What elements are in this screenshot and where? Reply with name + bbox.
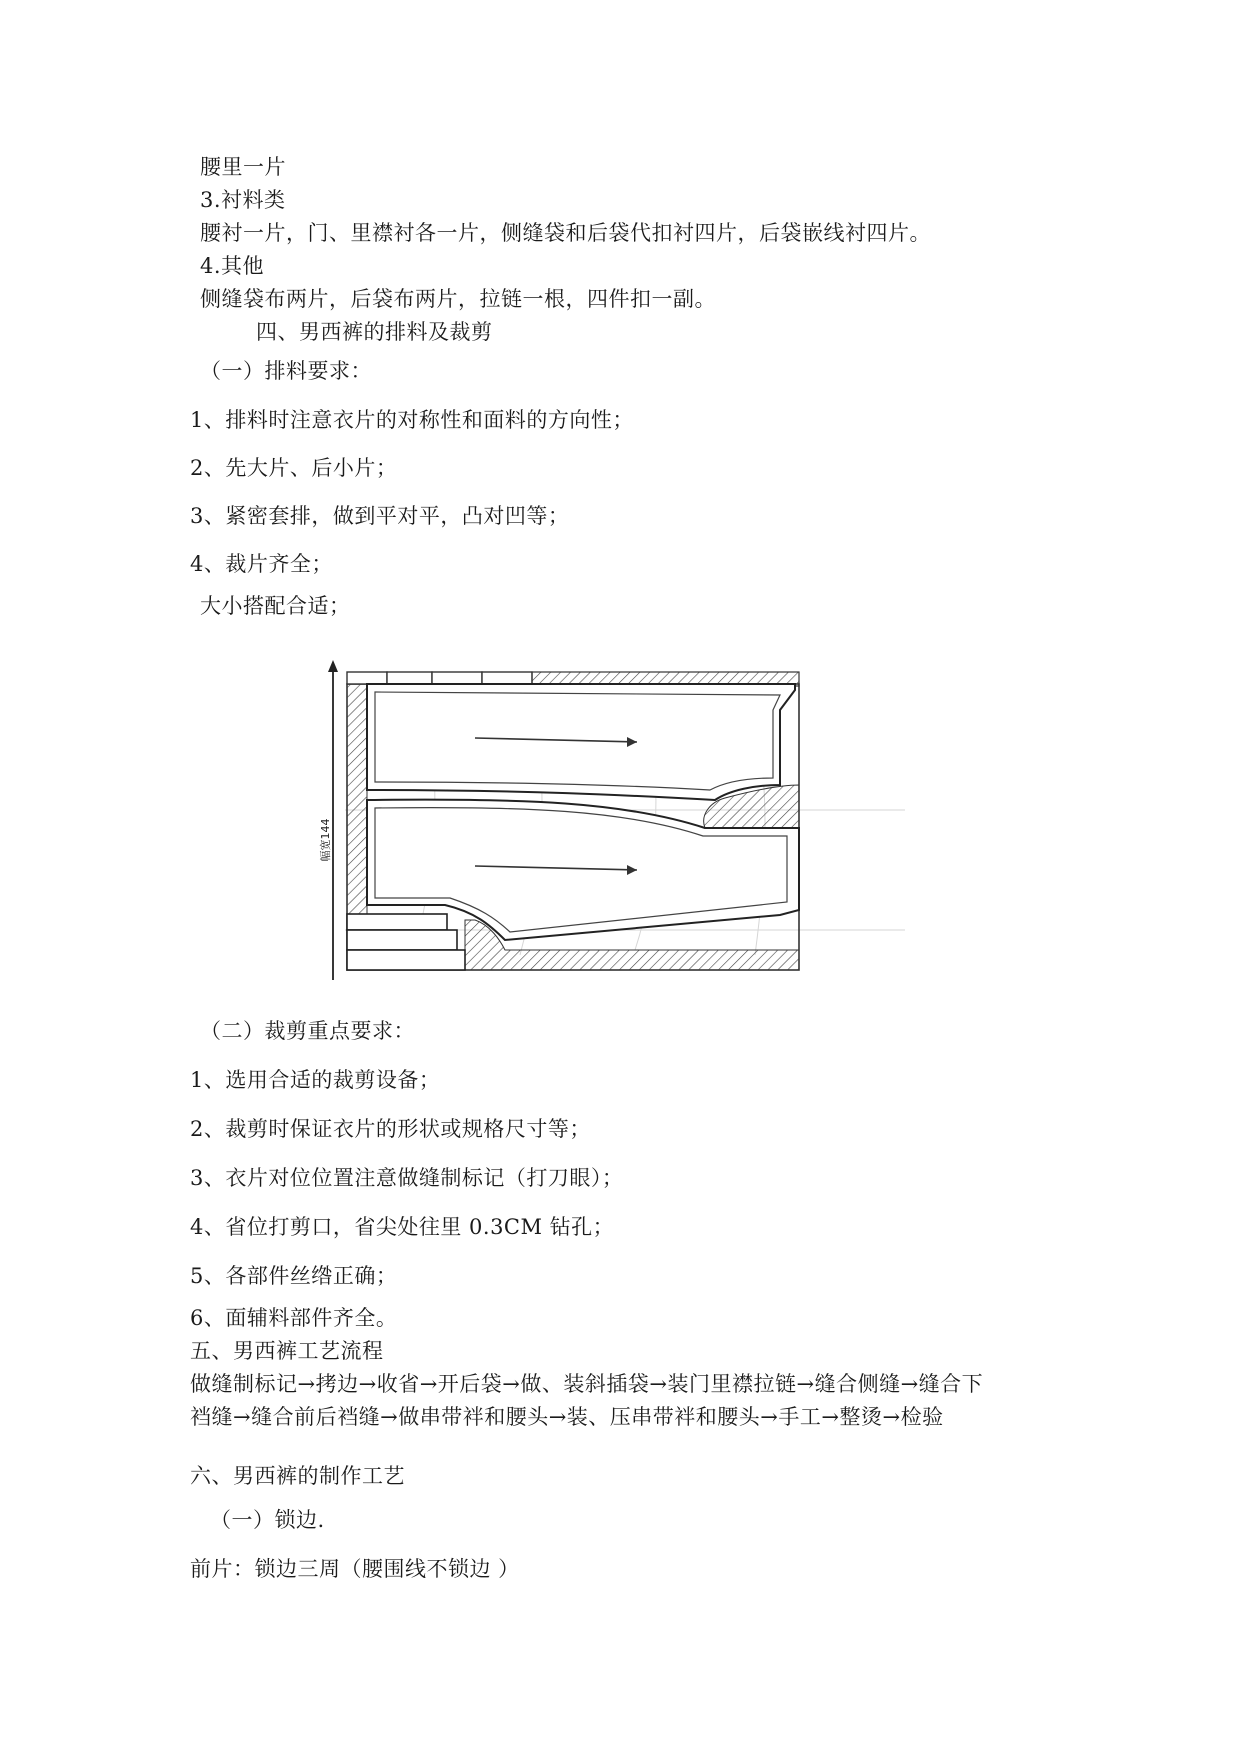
list-item: 4、裁片齐全；	[190, 552, 333, 576]
text-line: 腰里一片	[200, 155, 286, 179]
list-item: 4、省位打剪口，省尖处往里 0.3CM 钻孔；	[190, 1215, 615, 1239]
process-flow-line: 做缝制标记→拷边→收省→开后袋→做、装斜插袋→装门里襟拉链→缝合侧缝→缝合下	[190, 1372, 984, 1396]
list-item: 3、衣片对位位置注意做缝制标记（打刀眼）；	[190, 1166, 624, 1190]
subsection-heading: （二）裁剪重点要求：	[200, 1019, 415, 1043]
text-line: 侧缝袋布两片，后袋布两片，拉链一根，四件扣一副。	[200, 287, 716, 311]
section-heading: 3.衬料类	[200, 188, 286, 212]
list-item: 1、排料时注意衣片的对称性和面料的方向性；	[190, 408, 634, 432]
process-flow-line: 裆缝→缝合前后裆缝→做串带袢和腰头→装、压串带袢和腰头→手工→整烫→检验	[190, 1405, 944, 1429]
text-line: 腰衬一片，门、里襟衬各一片，侧缝袋和后袋代扣衬四片，后袋嵌线衬四片。	[200, 221, 931, 245]
small-pieces-bottom-left	[347, 914, 465, 970]
cutting-layout-figure	[319, 650, 910, 1002]
section-heading: 五、男西裤工艺流程	[190, 1339, 384, 1363]
waste-left	[347, 684, 367, 950]
text-line: 前片：锁边三周（腰围线不锁边 ）	[190, 1557, 520, 1581]
list-item: 6、面辅料部件齐全。	[190, 1306, 398, 1330]
text-line: 大小搭配合适；	[200, 594, 351, 618]
chapter-heading: 四、男西裤的排料及裁剪	[256, 320, 493, 344]
subsection-heading: （一）排料要求：	[200, 359, 372, 383]
list-item: 2、先大片、后小片；	[190, 456, 398, 480]
top-small-pieces	[347, 672, 532, 684]
list-item: 2、裁剪时保证衣片的形状或规格尺寸等；	[190, 1117, 591, 1141]
section-heading: 六、男西裤的制作工艺	[190, 1464, 405, 1488]
list-item: 5、各部件丝绺正确；	[190, 1264, 398, 1288]
width-label: 幅宽144	[319, 818, 332, 862]
subsection-heading: （一）锁边.	[210, 1508, 325, 1532]
section-heading: 4.其他	[200, 254, 265, 278]
list-item: 1、选用合适的裁剪设备；	[190, 1068, 441, 1092]
list-item: 3、紧密套排，做到平对平，凸对凹等；	[190, 504, 570, 528]
